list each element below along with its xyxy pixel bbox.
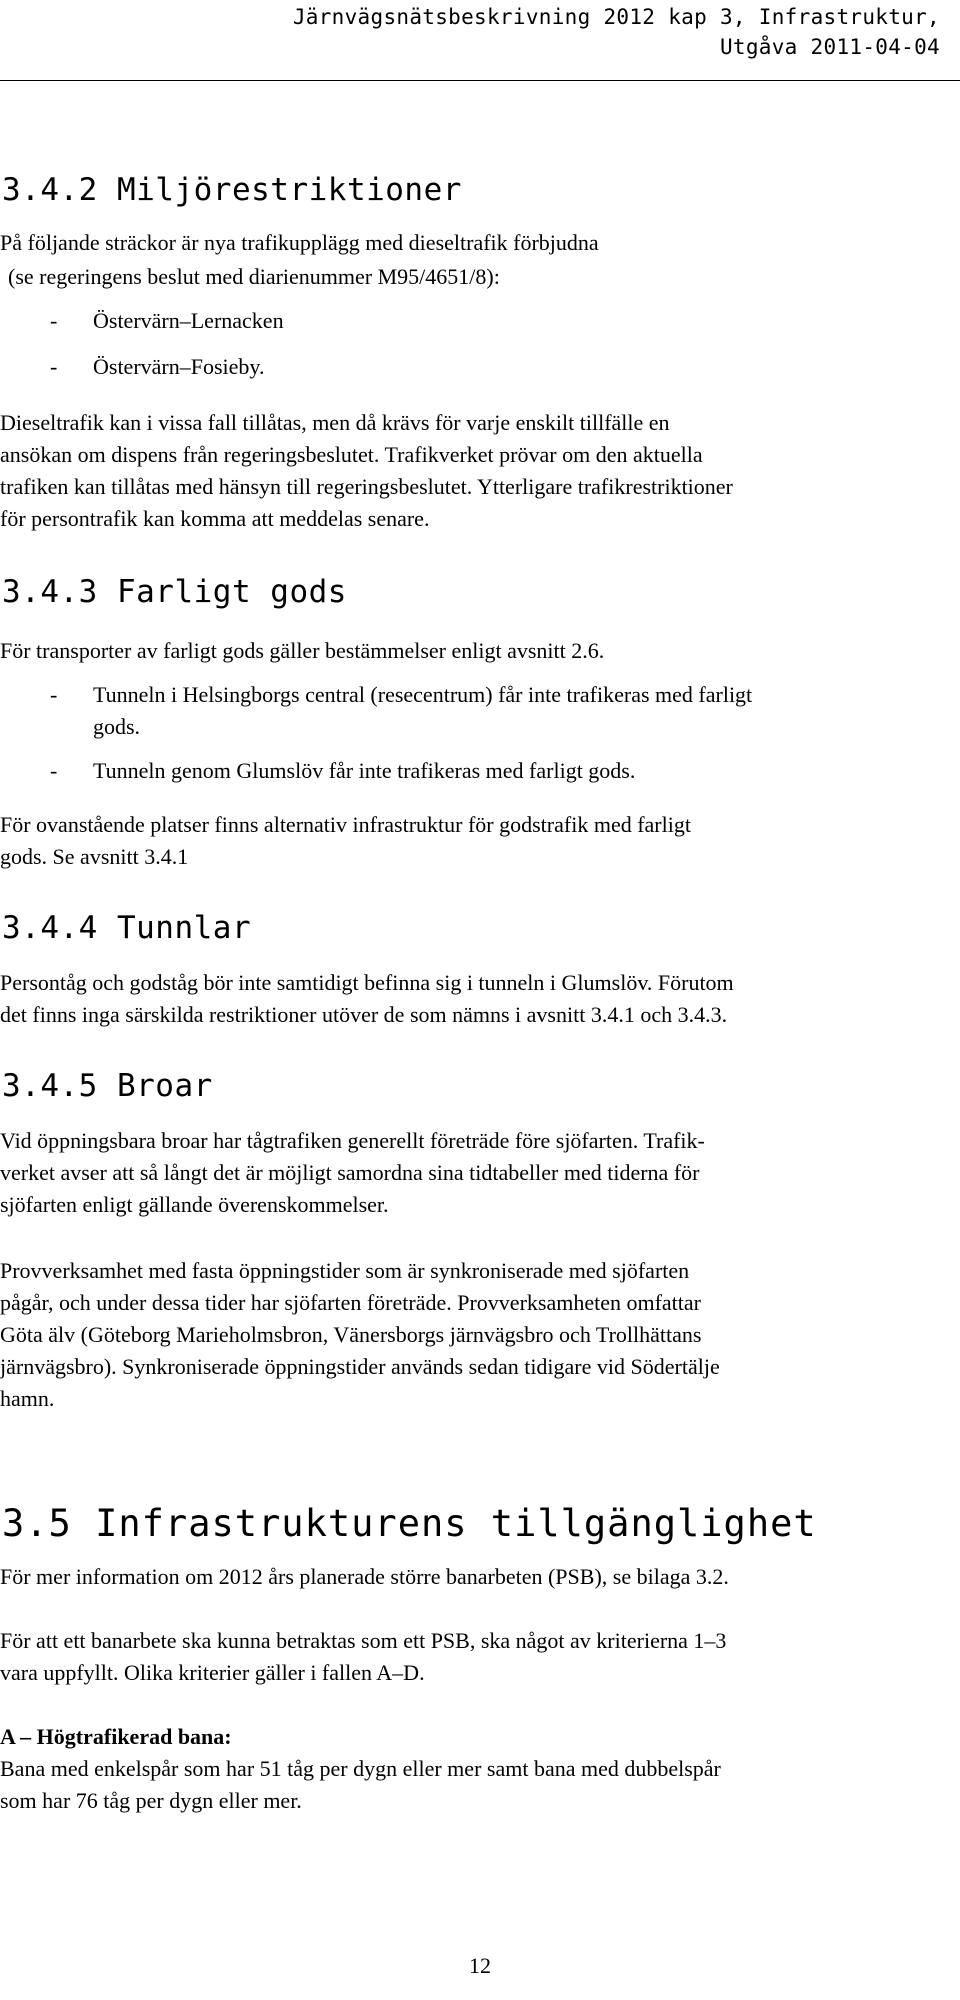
- paragraph-line: För ovanstående platser finns alternativ infrastruktur för godstrafik med farligt: [0, 812, 691, 837]
- paragraph-line: pågår, och under dessa tider har sjöfarten företräde. Provverksamheten omfattar: [0, 1290, 701, 1315]
- paragraph-line: sjöfarten enligt gällande överenskommelser.: [0, 1192, 389, 1217]
- paragraph-line: Göta älv (Göteborg Marieholmsbron, Vänersborgs järnvägsbro och Trollhättans: [0, 1322, 702, 1347]
- paragraph-line: För transporter av farligt gods gäller bestämmelser enligt avsnitt 2.6.: [0, 638, 605, 663]
- paragraph-line: trafiken kan tillåtas med hänsyn till regeringsbeslutet. Ytterligare trafikrestriktioner: [0, 474, 733, 499]
- paragraph-line: järnvägsbro). Synkroniserade öppningstider används sedan tidigare vid Södertälje: [0, 1354, 720, 1379]
- paragraph-line: På följande sträckor är nya trafikupplägg med dieseltrafik förbjudna: [0, 230, 599, 255]
- heading-3-4-4: 3.4.4 Tunnlar: [2, 910, 252, 946]
- running-header-line-2: Utgåva 2011-04-04: [719, 35, 940, 59]
- heading-3-5: 3.5 Infrastrukturens tillgänglighet: [2, 1502, 817, 1545]
- heading-3-4-5: 3.4.5 Broar: [2, 1068, 213, 1104]
- paragraph-line: För mer information om 2012 års planerade större banarbeten (PSB), se bilaga 3.2.: [0, 1564, 729, 1589]
- paragraph-line: vara uppfyllt. Olika kriterier gäller i fallen A–D.: [0, 1660, 425, 1685]
- heading-3-4-2: 3.4.2 Miljörestriktioner: [2, 172, 462, 208]
- running-header-line-1: Järnvägsnätsbeskrivning 2012 kap 3, Infrastruktur,: [292, 5, 940, 29]
- list-item-text: Tunneln i Helsingborgs central (resecentrum) får inte trafikeras med farligt: [93, 682, 753, 707]
- subheading-a: A – Högtrafikerad bana:: [0, 1724, 232, 1749]
- paragraph-line: gods. Se avsnitt 3.4.1: [0, 844, 189, 869]
- page-number: 12: [469, 1953, 491, 1978]
- heading-3-4-3: 3.4.3 Farligt gods: [2, 574, 347, 610]
- paragraph-line: ansökan om dispens från regeringsbeslutet. Trafikverket prövar om den aktuella: [0, 442, 703, 467]
- list-item-text: Östervärn–Fosieby.: [93, 354, 265, 379]
- paragraph-line: Persontåg och godståg bör inte samtidigt befinna sig i tunneln i Glumslöv. Förutom: [0, 970, 734, 995]
- running-header: [293, 2, 940, 62]
- paragraph-line: det finns inga särskilda restriktioner utöver de som nämns i avsnitt 3.4.1 och 3.4.3.: [0, 1002, 728, 1027]
- list-item-text: gods.: [93, 714, 141, 739]
- paragraph-line: hamn.: [0, 1386, 55, 1411]
- paragraph-line: Dieseltrafik kan i vissa fall tillåtas, men då krävs för varje enskilt tillfälle en: [0, 410, 670, 435]
- paragraph-line: verket avser att så långt det är möjligt samordna sina tidtabeller med tiderna för: [0, 1160, 700, 1185]
- header-divider: [0, 80, 960, 81]
- list-item-text: Östervärn–Lernacken: [93, 308, 284, 333]
- paragraph-line: För att ett banarbete ska kunna betraktas som ett PSB, ska något av kriterierna 1–3: [0, 1628, 727, 1653]
- paragraph-line: för persontrafik kan komma att meddelas senare.: [0, 506, 430, 531]
- list-item-text: Tunneln genom Glumslöv får inte trafikeras med farligt gods.: [93, 758, 636, 783]
- paragraph-line: Vid öppningsbara broar har tågtrafiken generellt företräde före sjöfarten. Trafik-: [0, 1128, 705, 1153]
- paragraph-line: Provverksamhet med fasta öppningstider som är synkroniserade med sjöfarten: [0, 1258, 690, 1283]
- paragraph-line: Bana med enkelspår som har 51 tåg per dygn eller mer samt bana med dubbelspår: [0, 1756, 721, 1781]
- paragraph-line: som har 76 tåg per dygn eller mer.: [0, 1788, 302, 1813]
- paragraph-line: (se regeringens beslut med diarienummer M95/4651/8):: [8, 264, 500, 289]
